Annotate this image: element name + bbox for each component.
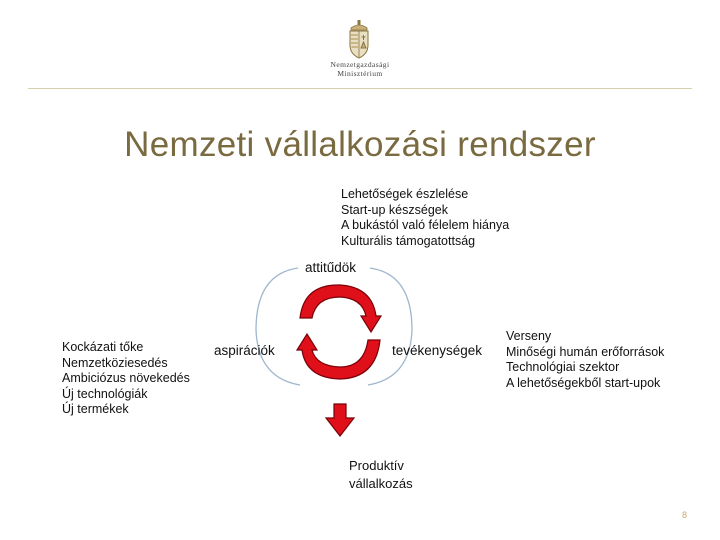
list-item: Technológiai szektor: [506, 360, 620, 374]
list-item: A lehetőségekből start-upok: [506, 375, 661, 390]
node-aspirations: aspirációk: [214, 343, 275, 358]
list-item: Ambiciózus növekedés: [62, 371, 190, 385]
output-label: [349, 457, 413, 493]
page-number: 8: [682, 510, 688, 520]
connector-arc-left: [256, 268, 300, 385]
cycle-arrow-right: [300, 285, 381, 332]
list-item: Verseny: [506, 329, 552, 343]
list-item: Kockázati tőke: [62, 340, 144, 354]
ministry-name-line2: Minisztérium: [337, 69, 383, 78]
list-item: Minőségi humán erőforrások: [506, 344, 665, 359]
node-activities: tevékenységek: [392, 343, 483, 358]
left-factor-list: [62, 340, 190, 418]
right-factor-list: [506, 329, 664, 391]
cycle-arrow-left: [297, 334, 380, 379]
node-attitudes: attitűdök: [305, 260, 357, 275]
list-item: Lehetőségek észlelése: [341, 187, 469, 201]
list-item: Új termékek: [62, 402, 129, 416]
list-item: A bukástól való félelem hiánya: [341, 218, 510, 232]
ministry-name-line1: Nemzetgazdasági: [330, 60, 390, 69]
down-arrow-icon: [326, 404, 354, 436]
top-factor-list: [341, 187, 509, 249]
output-label-line1: Produktív: [349, 458, 404, 473]
list-item: Kulturális támogatottság: [341, 233, 476, 248]
output-label-line2: vállalkozás: [349, 476, 413, 491]
slide-title: Nemzeti vállalkozási rendszer: [124, 125, 596, 164]
list-item: Nemzetköziesedés: [62, 355, 168, 370]
list-item: Start-up készségek: [341, 202, 448, 217]
list-item: Új technológiák: [62, 386, 148, 401]
